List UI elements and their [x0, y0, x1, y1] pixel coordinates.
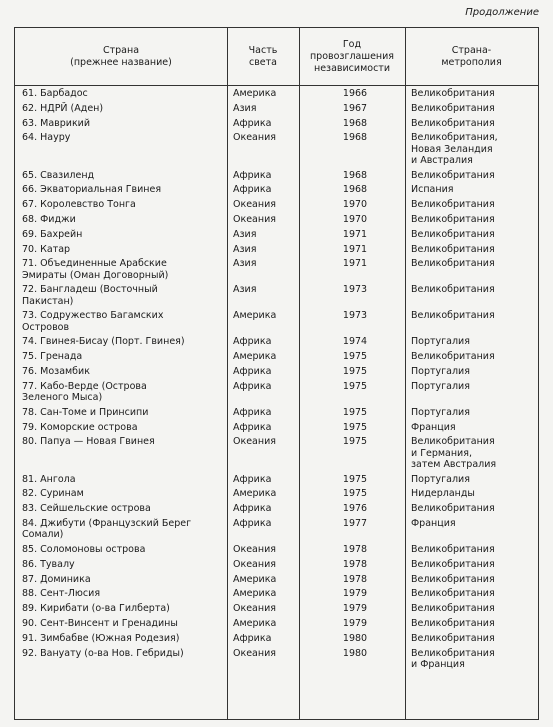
table-row	[15, 407, 538, 422]
cell-country: 83. Сейшельские острова	[22, 503, 151, 515]
cell-country: 89. Кирибати (о-ва Гилберта)	[22, 603, 170, 615]
cell-metro: Великобритания	[411, 603, 495, 615]
cell-year: 1973	[342, 310, 368, 322]
cell-year: 1970	[342, 199, 368, 211]
cell-metro: Великобритания	[411, 213, 495, 225]
cell-year: 1975	[342, 365, 368, 377]
cell-metro: Великобритания и Франция	[411, 647, 495, 670]
cell-country: 70. Катар	[22, 243, 71, 255]
table-row	[15, 132, 538, 169]
cell-part: Азия	[233, 228, 257, 240]
cell-year: 1975	[342, 473, 368, 485]
table-row	[15, 648, 538, 674]
cell-year: 1971	[342, 243, 368, 255]
cell-part: Африка	[233, 336, 272, 348]
table-row	[15, 244, 538, 259]
cell-metro: Великобритания	[411, 199, 495, 211]
cell-country: 92. Вануату (о-ва Нов. Гебриды)	[22, 647, 184, 659]
cell-country: 79. Коморские острова	[22, 421, 138, 433]
cell-country: 76. Мозамбик	[22, 365, 90, 377]
cell-country: 88. Сент-Люсия	[22, 588, 101, 600]
cell-part: Америка	[233, 488, 277, 500]
cell-part: Африка	[233, 632, 272, 644]
cell-part: Африка	[233, 421, 272, 433]
cell-year: 1971	[342, 258, 368, 270]
cell-country: 69. Бахрейн	[22, 228, 83, 240]
table-row	[15, 118, 538, 133]
table-row	[15, 422, 538, 437]
cell-year: 1978	[342, 573, 368, 585]
cell-country: 66. Экваториальная Гвинея	[22, 184, 162, 196]
cell-part: Африка	[233, 184, 272, 196]
cell-metro: Великобритания	[411, 102, 495, 114]
cell-metro: Великобритания и Германия, затем Австралия	[411, 436, 497, 470]
table-row	[15, 284, 538, 310]
cell-year: 1975	[342, 436, 368, 448]
cell-country: 85. Соломоновы острова	[22, 543, 146, 555]
table-row	[15, 381, 538, 407]
cell-year: 1979	[342, 603, 368, 615]
table-row	[15, 310, 538, 336]
cell-metro: Португалия	[411, 380, 470, 392]
cell-country: 86. Тувалу	[22, 558, 75, 570]
cell-year: 1970	[342, 213, 368, 225]
table-row	[15, 366, 538, 381]
cell-metro: Великобритания	[411, 588, 495, 600]
cell-metro: Франция	[411, 517, 456, 529]
cell-part: Америка	[233, 88, 277, 99]
cell-part: Океания	[233, 647, 276, 659]
cell-metro: Великобритания	[411, 573, 495, 585]
table-row	[15, 103, 538, 118]
cell-year: 1980	[342, 647, 368, 659]
cell-part: Америка	[233, 351, 277, 363]
table-row	[15, 170, 538, 185]
cell-year: 1975	[342, 406, 368, 418]
cell-metro: Португалия	[411, 473, 470, 485]
table-row	[15, 618, 538, 633]
cell-year: 1971	[342, 228, 368, 240]
cell-metro: Испания	[411, 184, 454, 196]
table-row	[15, 474, 538, 489]
table-row	[15, 503, 538, 518]
table-header	[15, 28, 538, 86]
table-row	[15, 488, 538, 503]
cell-year: 1975	[342, 488, 368, 500]
cell-metro: Великобритания	[411, 243, 495, 255]
cell-metro: Великобритания	[411, 88, 495, 99]
cell-part: Африка	[233, 517, 272, 529]
cell-year: 1976	[342, 503, 368, 515]
cell-country: 91. Зимбабве (Южная Родезия)	[22, 632, 180, 644]
cell-country: 62. НДРЙ (Аден)	[22, 102, 104, 114]
cell-metro: Великобритания	[411, 228, 495, 240]
cell-year: 1973	[342, 284, 368, 296]
table-row	[15, 229, 538, 244]
cell-country: 82. Суринам	[22, 488, 84, 500]
cell-part: Африка	[233, 406, 272, 418]
cell-country: 63. Маврикий	[22, 117, 91, 129]
table-row	[15, 336, 538, 351]
cell-metro: Нидерланды	[411, 488, 475, 500]
cell-year: 1967	[342, 102, 368, 114]
cell-part: Океания	[233, 213, 276, 225]
cell-country: 71. Объединенные Арабские Эмираты (Оман Договорный)	[22, 258, 169, 281]
cell-metro: Великобритания	[411, 503, 495, 515]
table-body	[15, 88, 538, 674]
cell-year: 1980	[342, 632, 368, 644]
cell-year: 1979	[342, 617, 368, 629]
cell-metro: Великобритания	[411, 169, 495, 181]
cell-metro: Португалия	[411, 365, 470, 377]
cell-country: 84. Джибути (Французский Берег Сомали)	[22, 517, 192, 541]
cell-part: Америка	[233, 617, 277, 629]
cell-part: Африка	[233, 503, 272, 515]
cell-part: Океания	[233, 132, 276, 144]
cell-metro: Великобритания	[411, 351, 495, 363]
cell-year: 1966	[342, 88, 368, 99]
cell-country: 80. Папуа — Новая Гвинея	[22, 436, 155, 448]
header-country: Страна (прежнее название)	[70, 44, 172, 68]
cell-year: 1975	[342, 421, 368, 433]
table-row	[15, 214, 538, 229]
cell-metro: Великобритания	[411, 310, 495, 322]
cell-part: Океания	[233, 558, 276, 570]
cell-country: 78. Сан-Томе и Принсипи	[22, 406, 149, 418]
cell-part: Океания	[233, 199, 276, 211]
cell-part: Африка	[233, 473, 272, 485]
cell-part: Америка	[233, 588, 277, 600]
table-row	[15, 588, 538, 603]
cell-metro: Великобритания	[411, 258, 495, 270]
cell-country: 61. Барбадос	[22, 88, 88, 99]
cell-part: Океания	[233, 603, 276, 615]
cell-year: 1977	[342, 517, 368, 529]
table-row	[15, 351, 538, 366]
cell-country: 64. Науру	[22, 132, 71, 144]
table-row	[15, 436, 538, 473]
header-part: Часть света	[248, 44, 278, 68]
cell-part: Азия	[233, 284, 257, 296]
cell-part: Африка	[233, 380, 272, 392]
cell-country: 65. Свазиленд	[22, 169, 95, 181]
table-row	[15, 603, 538, 618]
cell-metro: Великобритания	[411, 617, 495, 629]
table-row	[15, 258, 538, 284]
table-row	[15, 559, 538, 574]
cell-year: 1978	[342, 543, 368, 555]
cell-country: 73. Содружество Багамских Островов	[22, 310, 164, 333]
independence-table	[14, 27, 539, 720]
cell-year: 1968	[342, 132, 368, 144]
cell-metro: Великобритания	[411, 632, 495, 644]
cell-part: Азия	[233, 258, 257, 270]
cell-part: Америка	[233, 573, 277, 585]
cell-year: 1968	[342, 184, 368, 196]
cell-country: 74. Гвинея-Бисау (Порт. Гвинея)	[22, 336, 185, 348]
table-row	[15, 544, 538, 559]
header-year: Год провозглашения независимости	[309, 38, 395, 74]
cell-part: Океания	[233, 543, 276, 555]
cell-country: 75. Гренада	[22, 351, 83, 363]
cell-year: 1979	[342, 588, 368, 600]
table-row	[15, 574, 538, 589]
cell-part: Азия	[233, 102, 257, 114]
cell-part: Америка	[233, 310, 277, 322]
cell-part: Африка	[233, 169, 272, 181]
cell-year: 1975	[342, 380, 368, 392]
cell-part: Африка	[233, 365, 272, 377]
cell-country: 67. Королевство Тонга	[22, 199, 136, 211]
table-row	[15, 199, 538, 214]
cell-country: 90. Сент-Винсент и Гренадины	[22, 617, 178, 629]
cell-metro: Великобритания	[411, 558, 495, 570]
cell-metro: Франция	[411, 421, 456, 433]
cell-part: Океания	[233, 436, 276, 448]
cell-metro: Великобритания, Новая Зеландия и Австралия	[411, 132, 498, 166]
cell-country: 81. Ангола	[22, 473, 76, 485]
table-row	[15, 633, 538, 648]
cell-country: 87. Доминика	[22, 573, 91, 585]
cell-year: 1974	[342, 336, 368, 348]
cell-part: Азия	[233, 243, 257, 255]
cell-year: 1968	[342, 169, 368, 181]
table-row	[15, 518, 538, 544]
cell-year: 1968	[342, 117, 368, 129]
cell-metro: Великобритания	[411, 284, 495, 296]
continued-label: Продолжение	[465, 7, 539, 18]
cell-metro: Португалия	[411, 336, 470, 348]
cell-year: 1978	[342, 558, 368, 570]
cell-metro: Великобритания	[411, 543, 495, 555]
cell-country: 72. Бангладеш (Восточный Пакистан)	[22, 284, 158, 307]
cell-country: 68. Фиджи	[22, 213, 76, 225]
table-row	[15, 184, 538, 199]
cell-metro: Португалия	[411, 406, 470, 418]
cell-metro: Великобритания	[411, 117, 495, 129]
table-row	[15, 88, 538, 103]
header-metropole: Страна- метрополия	[441, 44, 502, 68]
cell-year: 1975	[342, 351, 368, 363]
cell-country: 77. Кабо-Верде (Острова Зеленого Мыса)	[22, 380, 147, 403]
cell-part: Африка	[233, 117, 272, 129]
